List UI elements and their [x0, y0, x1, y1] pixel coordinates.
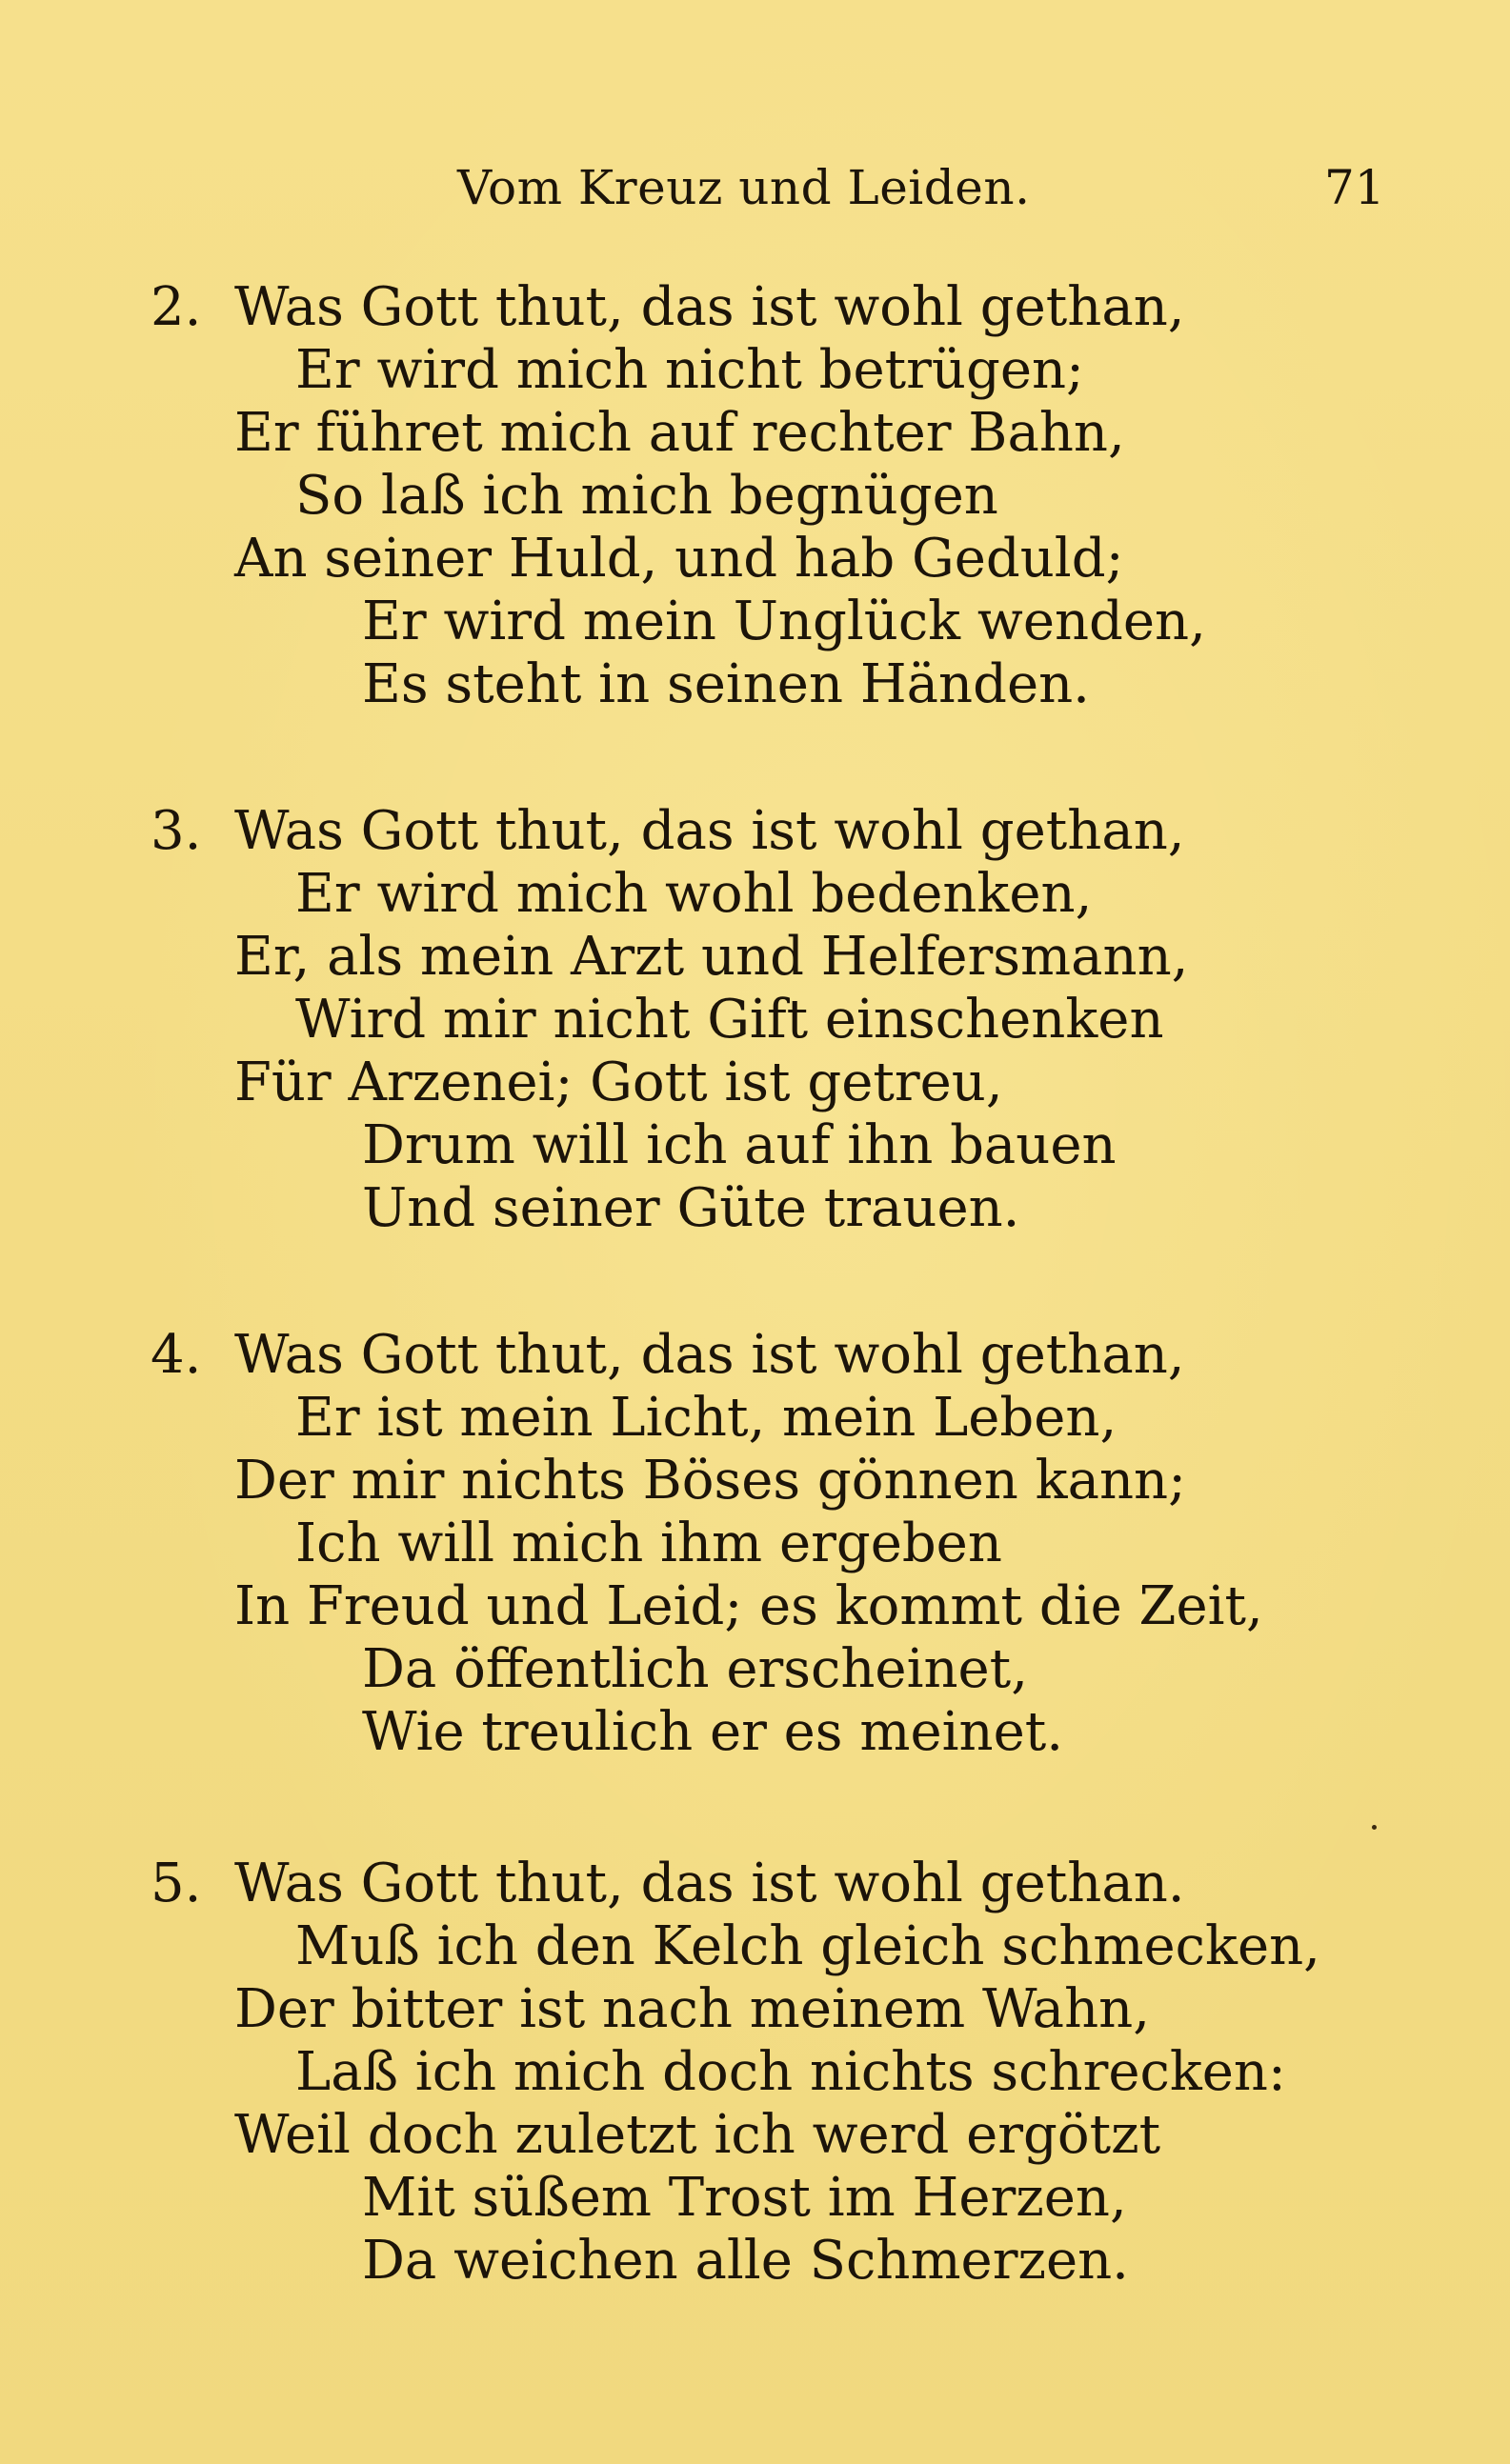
verse-line: In Freud und Leid; es kommt die Zeit,	[234, 1575, 1263, 1637]
verse-line: Wie treulich er es meinet.	[362, 1701, 1064, 1763]
stanza-number: 4.	[151, 1324, 202, 1386]
verse-line: Der mir nichts Böses gönnen kann;	[234, 1450, 1186, 1512]
verse-line: Mit süßem Trost im Herzen,	[362, 2167, 1127, 2229]
verse-line: Da öffentlich erscheinet,	[362, 1638, 1028, 1700]
verse-line: Was Gott thut, das ist wohl gethan,	[234, 276, 1185, 338]
verse-line: Was Gott thut, das ist wohl gethan.	[234, 1853, 1185, 1914]
verse-line: Wird mir nicht Gift einschenken	[295, 989, 1164, 1051]
verse-line: Er wird mein Unglück wenden,	[362, 591, 1206, 652]
verse-line: Er, als mein Arzt und Helfersmann,	[234, 926, 1189, 988]
verse-line: Was Gott thut, das ist wohl gethan,	[234, 800, 1185, 862]
page-number: 71	[1324, 160, 1385, 215]
stanza-number: 5.	[151, 1853, 202, 1914]
verse-line: An seiner Huld, und hab Geduld;	[234, 528, 1124, 590]
stanza-number: 2.	[151, 276, 202, 338]
verse-line: Er wird mich nicht betrügen;	[295, 339, 1084, 401]
verse-line: Er ist mein Licht, mein Leben,	[295, 1387, 1117, 1449]
stanza-number: 3.	[151, 800, 202, 862]
verse-line: Es steht in seinen Händen.	[362, 653, 1090, 715]
running-title: Vom Kreuz und Leiden.	[457, 160, 1031, 215]
verse-line: Ich will mich ihm ergeben	[295, 1512, 1002, 1574]
verse-line: Drum will ich auf ihn bauen	[362, 1114, 1117, 1176]
verse-line: Muß ich den Kelch gleich schmecken,	[295, 1915, 1320, 1977]
verse-line: So laß ich mich begnügen	[295, 465, 998, 527]
verse-line: Für Arzenei; Gott ist getreu,	[234, 1052, 1003, 1113]
verse-line: Weil doch zuletzt ich werd ergötzt	[234, 2104, 1161, 2166]
verse-line: Laß ich mich doch nichts schrecken:	[295, 2041, 1286, 2103]
ink-speck	[1372, 1825, 1377, 1830]
verse-line: Der bitter ist nach meinem Wahn,	[234, 1978, 1150, 2040]
verse-line: Er wird mich wohl bedenken,	[295, 863, 1093, 925]
verse-line: Was Gott thut, das ist wohl gethan,	[234, 1324, 1185, 1386]
verse-line: Er führet mich auf rechter Bahn,	[234, 402, 1125, 464]
verse-line: Und seiner Güte trauen.	[362, 1177, 1020, 1239]
verse-line: Da weichen alle Schmerzen.	[362, 2230, 1129, 2292]
